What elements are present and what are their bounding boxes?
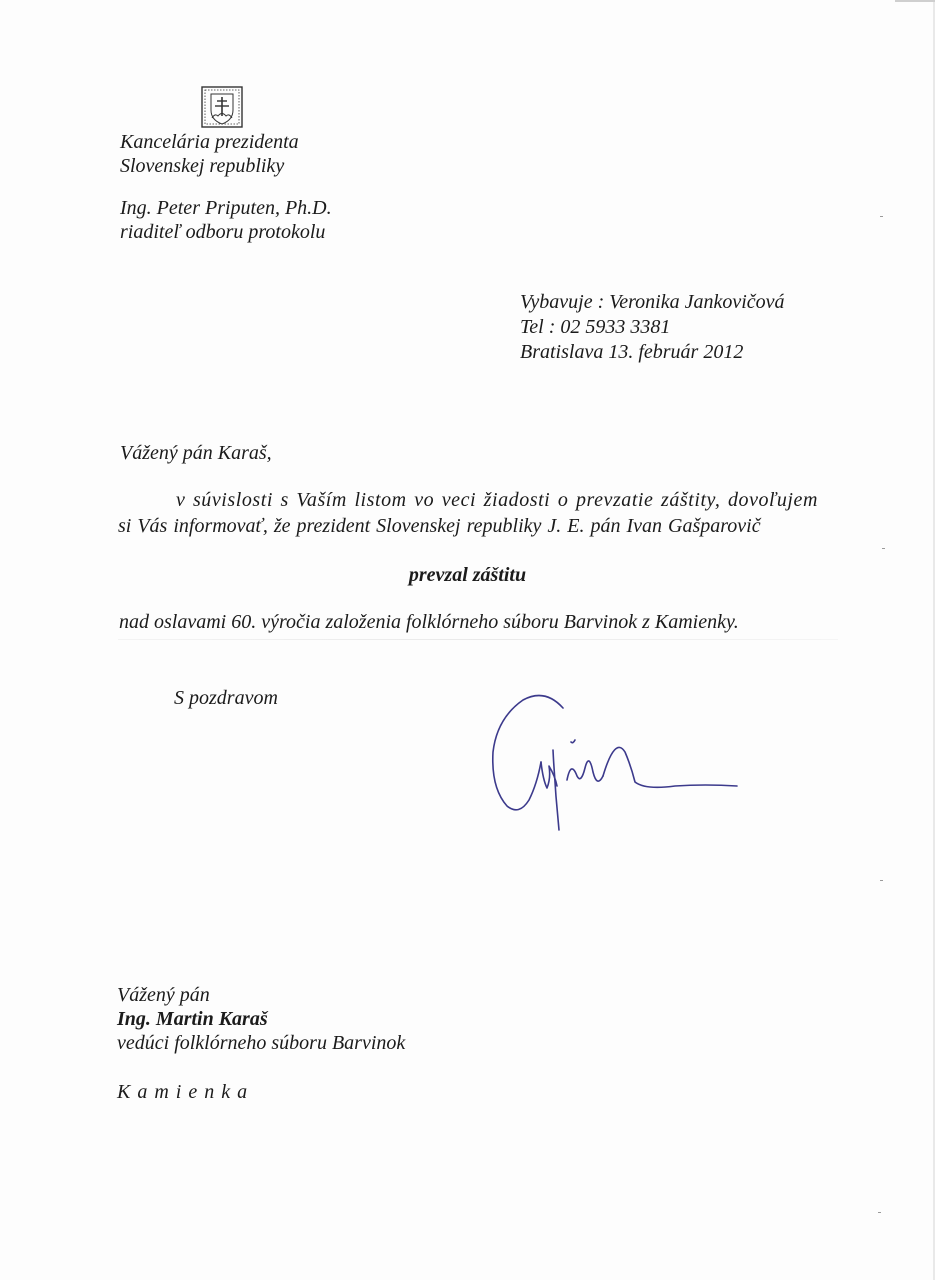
scan-speck	[880, 216, 883, 217]
body-paragraph-line3: nad oslavami 60. výročia založenia folklórneho súboru Barvinok z Kamienky.	[119, 611, 739, 633]
highlight-statement	[0, 563, 935, 587]
recipient-city: Kamienka	[117, 1081, 255, 1103]
scan-faint-rule	[118, 639, 838, 640]
handled-by: Vybavuje : Veronika Jankovičová	[520, 291, 785, 313]
body-paragraph-line2: si Vás informovať, že prezident Slovenskej republiky J. E. pán Ivan Gašparovič	[118, 515, 761, 537]
letter-salutation: Vážený pán Karaš,	[120, 442, 272, 464]
phone-number: Tel : 02 5933 3381	[520, 316, 671, 338]
office-name-line2: Slovenskej republiky	[120, 155, 285, 177]
slovak-coat-of-arms-icon	[201, 86, 243, 128]
recipient-name: Ing. Martin Karaš	[117, 1008, 268, 1030]
official-name: Ing. Peter Priputen, Ph.D.	[120, 197, 332, 219]
scan-top-mark	[895, 0, 935, 2]
scan-speck	[880, 880, 883, 881]
handwritten-signature	[485, 680, 745, 840]
scan-speck	[882, 548, 885, 549]
recipient-salutation: Vážený pán	[117, 984, 210, 1006]
place-and-date: Bratislava 13. február 2012	[520, 341, 744, 363]
closing-greeting: S pozdravom	[174, 687, 278, 709]
highlight-text: prevzal záštitu	[408, 564, 527, 586]
office-name-line1: Kancelária prezidenta	[120, 131, 299, 153]
body-paragraph-line1: v súvislosti s Vaším listom vo veci žiadosti o prevzatie záštity, dovoľujem	[176, 489, 818, 511]
recipient-role: vedúci folklórneho súboru Barvinok	[117, 1032, 406, 1054]
official-title: riaditeľ odboru protokolu	[120, 221, 326, 243]
scan-speck	[878, 1212, 881, 1213]
